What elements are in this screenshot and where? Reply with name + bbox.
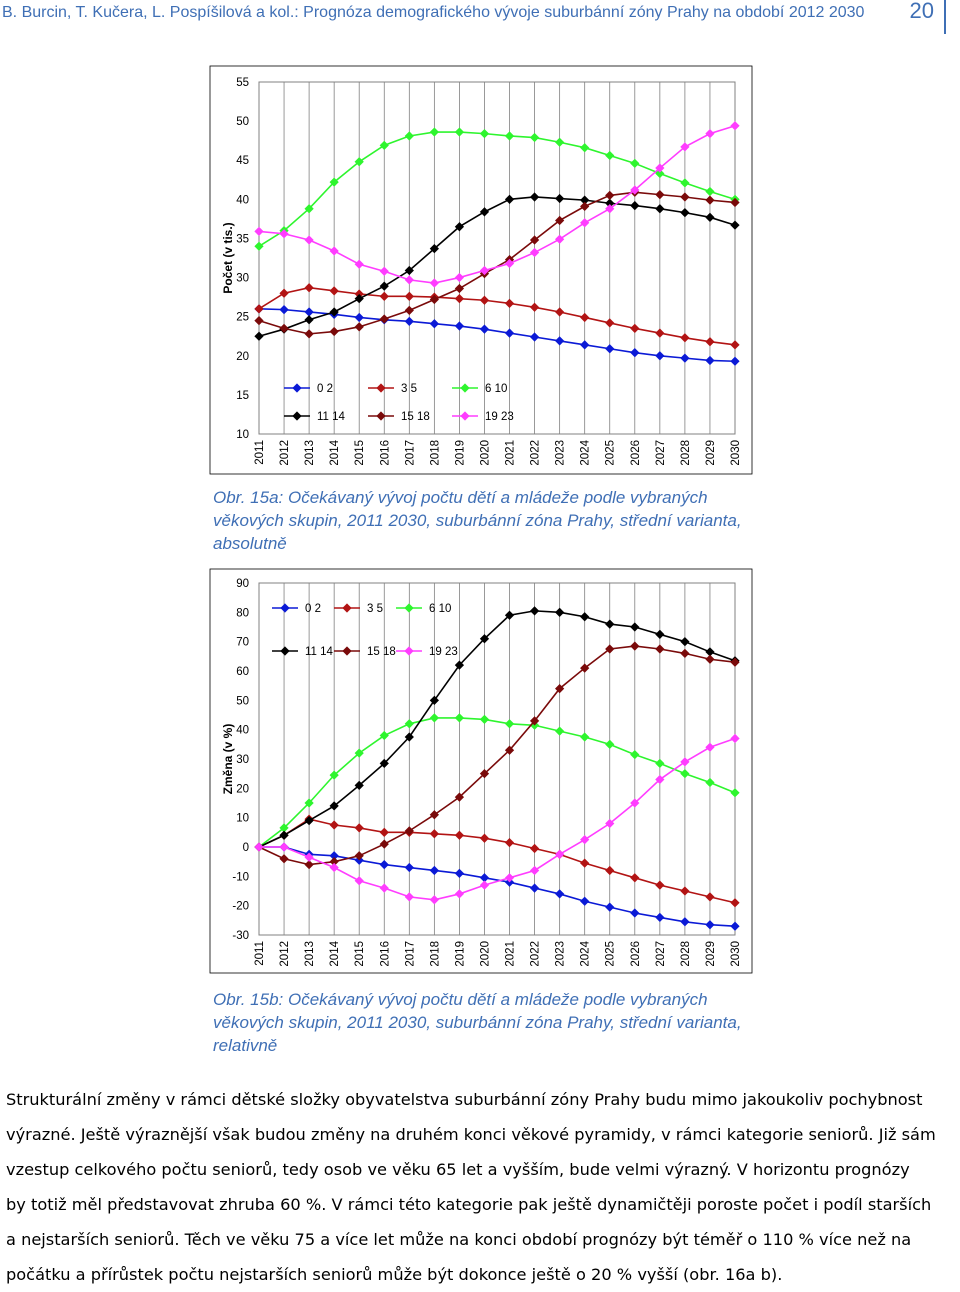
x-tick-label: 2026 [629, 440, 642, 466]
x-tick-label: 2018 [429, 941, 442, 967]
page-header [0, 0, 960, 34]
x-tick-label: 2020 [479, 440, 492, 466]
x-tick-label: 2011 [254, 440, 266, 465]
x-tick-label: 2028 [679, 440, 692, 466]
body-paragraph [6, 1082, 958, 1292]
body-line: vzestup celkového počtu seniorů, tedy osob ve věku 65 let a vyšším, bude velmi výrazný. V horizontu prognózy [6, 1160, 910, 1179]
x-tick-label: 2019 [454, 941, 467, 967]
y-tick-label: 20 [236, 350, 249, 363]
y-tick-label: 20 [236, 783, 249, 796]
x-tick-label: 2027 [654, 440, 667, 466]
x-tick-label: 2013 [304, 941, 317, 967]
y-axis-label: Počet (v tis.) [221, 222, 235, 294]
x-tick-label: 2015 [354, 440, 367, 466]
y-tick-label: -30 [232, 930, 249, 942]
x-tick-label: 2021 [504, 941, 517, 967]
y-tick-label: 40 [236, 724, 249, 737]
body-line: počátku a přírůstek počtu nejstarších seniorů může být dokonce ještě o 20 % vyšší (obr. 16a b). [6, 1265, 783, 1284]
legend-label: 6 10 [429, 603, 452, 615]
x-tick-label: 2022 [529, 440, 542, 466]
x-tick-label: 2027 [654, 941, 667, 967]
x-tick-label: 2015 [354, 941, 367, 967]
y-tick-label: 45 [236, 155, 249, 168]
x-tick-label: 2022 [529, 941, 542, 967]
x-tick-label: 2030 [730, 941, 742, 967]
x-tick-label: 2026 [629, 941, 642, 967]
y-tick-label: 90 [236, 578, 249, 590]
x-tick-label: 2018 [429, 440, 442, 466]
y-tick-label: 0 [242, 842, 249, 854]
y-tick-label: -20 [232, 900, 249, 913]
x-tick-label: 2017 [404, 440, 417, 466]
figure-a-caption: Obr. 15a: Očekávaný vývoj počtu dětí a mládeže podle vybraných věkových skupin, 2011 2030, suburbánní zóna Prahy, střední varianta, absolutně [213, 488, 742, 553]
x-tick-label: 2024 [579, 941, 592, 967]
x-tick-label: 2019 [454, 440, 467, 466]
x-tick-label: 2029 [704, 440, 717, 466]
legend-label: 0 2 [305, 603, 321, 615]
y-tick-label: 30 [236, 754, 249, 766]
y-tick-label: 70 [236, 636, 249, 649]
chart-relative [200, 567, 760, 977]
x-tick-label: 2021 [504, 440, 517, 466]
x-tick-label: 2023 [554, 440, 567, 466]
x-tick-label: 2029 [704, 941, 717, 967]
y-axis-label: Změna (v %) [221, 723, 235, 795]
x-tick-label: 2013 [304, 440, 317, 466]
x-tick-label: 2011 [254, 941, 266, 966]
y-tick-label: 15 [236, 389, 249, 402]
body-line: by totiž měl představovat zhruba 60 %. V rámci této kategorie pak ještě dynamičtěji poroste počet i podíl starších [6, 1195, 932, 1214]
legend-label: 15 18 [367, 646, 396, 658]
y-tick-label: 30 [236, 272, 249, 285]
y-tick-label: 50 [236, 695, 249, 708]
legend-label: 19 23 [485, 411, 514, 423]
x-tick-label: 2016 [379, 941, 392, 967]
legend-label: 11 14 [317, 411, 345, 423]
y-tick-label: 60 [236, 666, 249, 678]
x-tick-label: 2016 [379, 440, 392, 466]
x-tick-label: 2014 [329, 440, 342, 466]
x-tick-label: 2017 [404, 941, 417, 967]
x-tick-label: 2012 [279, 941, 292, 967]
y-tick-label: 10 [236, 812, 249, 825]
legend-label: 3 5 [367, 603, 383, 615]
legend-label: 19 23 [429, 646, 458, 658]
y-tick-label: 25 [236, 311, 249, 324]
x-tick-label: 2024 [579, 440, 592, 466]
body-line: výrazné. Ještě výraznější však budou změny na druhém konci věkové pyramidy, v rámci kategorie seniorů. Již sám [6, 1125, 936, 1144]
y-tick-label: 55 [236, 77, 249, 89]
chart-absolute [200, 60, 760, 480]
header-divider [944, 0, 946, 34]
x-tick-label: 2014 [329, 941, 342, 967]
body-line: a nejstarších seniorů. Těch ve věku 75 a více let může na konci období prognózy být téměř o 110 % více než na [6, 1230, 912, 1249]
x-tick-label: 2023 [554, 941, 567, 967]
legend-label: 0 2 [317, 383, 333, 395]
y-tick-label: 80 [236, 607, 249, 620]
legend-label: 6 10 [485, 383, 508, 395]
header-citation: B. Burcin, T. Kučera, L. Pospíšilová a kol.: Prognóza demografického vývoje suburbánní zóny Prahy na období 2012 2030 [2, 4, 865, 21]
x-tick-label: 2020 [479, 941, 492, 967]
legend-label: 3 5 [401, 383, 417, 395]
figure-b-caption: Obr. 15b: Očekávaný vývoj počtu dětí a mládeže podle vybraných věkových skupin, 2011 2030, suburbánní zóna Prahy, střední varianta, relativně [213, 990, 742, 1055]
page-number: 20 [909, 0, 934, 23]
y-tick-label: 35 [236, 233, 249, 246]
body-line: Strukturální změny v rámci dětské složky obyvatelstva suburbánní zóny Prahy budu mimo jakoukoliv pochybnost [6, 1090, 923, 1109]
legend-label: 11 14 [305, 646, 333, 658]
y-tick-label: 40 [236, 194, 249, 207]
x-tick-label: 2030 [730, 440, 742, 466]
legend-label: 15 18 [401, 411, 430, 423]
x-tick-label: 2025 [604, 440, 617, 466]
y-tick-label: -10 [232, 871, 249, 884]
y-tick-label: 10 [236, 429, 249, 441]
x-tick-label: 2028 [679, 941, 692, 967]
y-tick-label: 50 [236, 116, 249, 129]
x-tick-label: 2025 [604, 941, 617, 967]
x-tick-label: 2012 [279, 440, 292, 466]
